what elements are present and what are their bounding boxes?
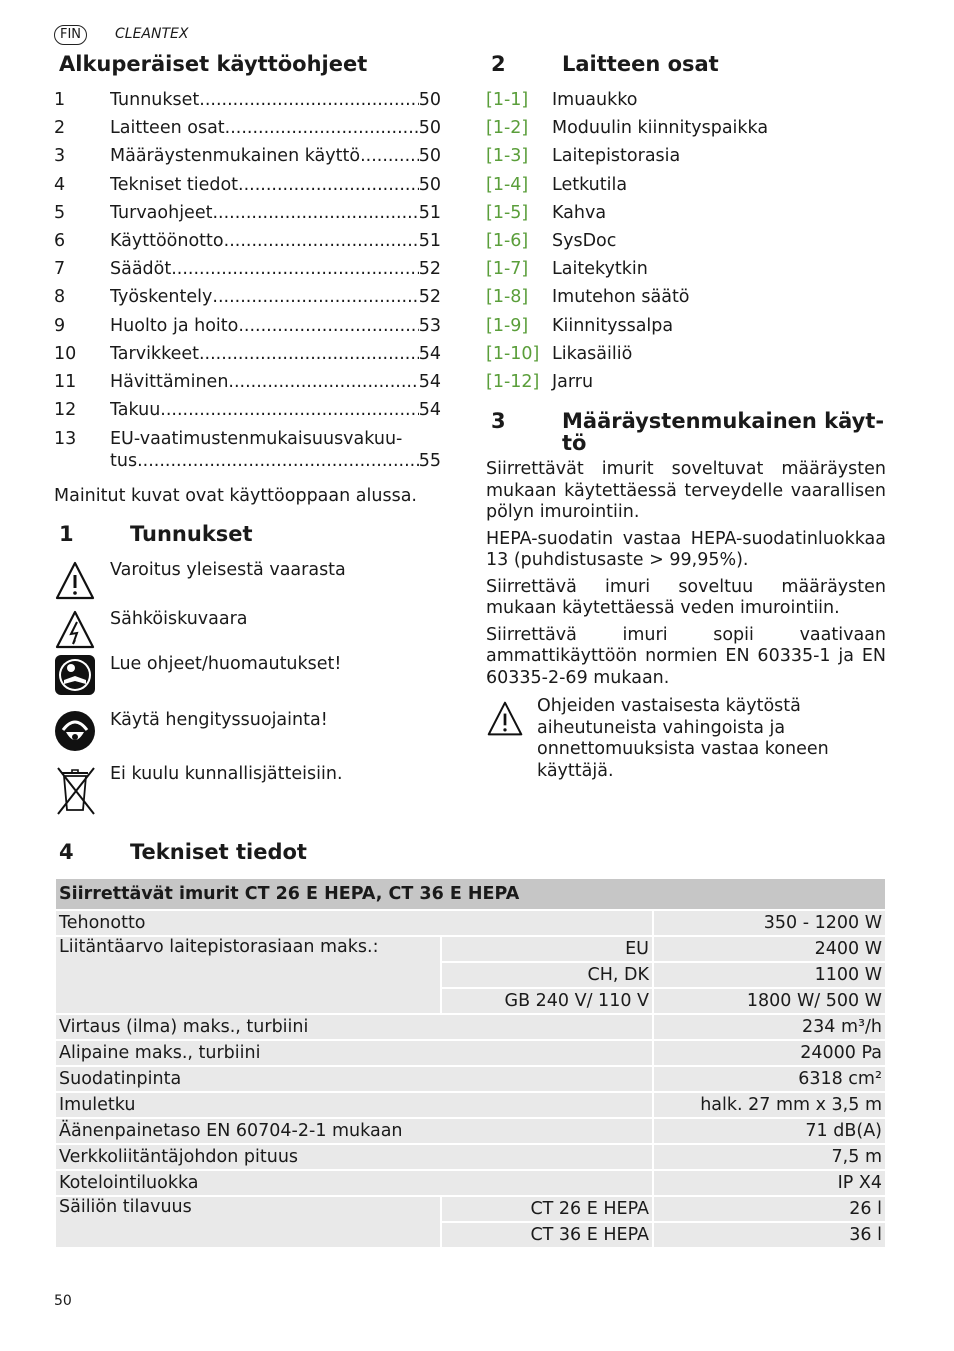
toc-row-title: Huolto ja hoito — [110, 315, 239, 336]
specs-table — [54, 877, 887, 1249]
spec-label: Tehonotto — [55, 910, 653, 936]
spec-label: Liitäntäarvo laitepistorasiaan maks.: — [55, 936, 441, 1014]
part-row — [486, 231, 616, 251]
part-row — [486, 146, 680, 166]
toc-row-title-line2: tus — [110, 451, 138, 471]
section-3-title-line2: tö — [562, 431, 587, 455]
spec-label: Kotelointiluokka — [55, 1170, 653, 1196]
toc-row-page: 52 — [418, 287, 441, 308]
toc-row-num: 13 — [54, 429, 77, 449]
symbol-text: Lue ohjeet/huomautukset! — [110, 654, 342, 674]
toc-row — [54, 372, 441, 400]
part-code: [1-10] — [486, 343, 540, 364]
spec-value: 24000 Pa — [653, 1040, 886, 1066]
section-4-title: Tekniset tiedot — [130, 840, 307, 864]
spec-label: Äänenpainetaso EN 60704-2-1 mukaan — [55, 1118, 653, 1144]
spec-label: Säiliön tilavuus — [55, 1196, 441, 1248]
toc-row — [54, 90, 441, 118]
toc-row-num: 11 — [54, 372, 77, 392]
toc-row-13-cont — [110, 451, 441, 479]
table-row — [55, 1196, 886, 1222]
toc-row-page: 51 — [418, 202, 441, 223]
section-3-heading — [491, 409, 885, 455]
spec-value: 2400 W — [653, 936, 886, 962]
toc-row-title: Tarvikkeet — [110, 343, 199, 364]
toc-title: Alkuperäiset käyttöohjeet — [59, 52, 368, 76]
spec-value: 71 dB(A) — [653, 1118, 886, 1144]
toc-row-title: Hävittäminen — [110, 372, 229, 392]
part-name: Imuaukko — [552, 90, 638, 110]
spec-label: Verkkoliitäntäjohdon pituus — [55, 1144, 653, 1170]
toc-row — [54, 175, 441, 203]
toc-row-title: Laitteen osat — [110, 118, 225, 139]
toc-row-page: 54 — [418, 343, 441, 364]
part-code: [1-2] — [486, 118, 529, 139]
table-row — [55, 936, 886, 962]
spec-value: 7,5 m — [653, 1144, 886, 1170]
section-3-title-line1: Määräystenmukainen käyt- — [562, 409, 885, 433]
toc-row-num: 7 — [54, 259, 66, 280]
paragraph: Siirrettävä imuri soveltuu määräysten mukaan käytettäessä veden imurointiin. — [486, 576, 886, 618]
spec-label: Imuletku — [55, 1092, 653, 1118]
toc-row-num: 5 — [54, 202, 66, 223]
part-name: Laitepistorasia — [552, 146, 681, 167]
table-row — [55, 1066, 886, 1092]
spec-value: 6318 cm² — [653, 1066, 886, 1092]
spec-sub: CT 36 E HEPA — [441, 1222, 653, 1248]
part-code: [1-4] — [486, 174, 529, 195]
warning-text: Ohjeiden vastaisesta käytöstä aiheutuneista vahingoista ja onnettomuuksista vastaa koneen käyttäjä. — [537, 696, 829, 781]
symbol-row — [54, 710, 328, 752]
part-code: [1-7] — [486, 259, 529, 280]
part-name: Letkutila — [552, 174, 628, 195]
section-3-title — [562, 410, 884, 454]
spec-label: Virtaus (ilma) maks., turbiini — [55, 1014, 653, 1040]
toc-row-page: 52 — [418, 259, 441, 280]
toc-row-num: 1 — [54, 90, 66, 110]
toc-row-title: Takuu — [110, 400, 161, 421]
spec-value: 350 - 1200 W — [653, 910, 886, 936]
toc-row-title: Määräystenmukainen käyttö — [110, 146, 361, 167]
part-code: [1-9] — [486, 315, 529, 336]
toc-row-title: Säädöt — [110, 259, 172, 280]
table-row — [55, 1144, 886, 1170]
section-4-heading — [59, 840, 307, 864]
toc-row-title: Tekniset tiedot — [110, 174, 239, 195]
spec-value: 234 m³/h — [653, 1014, 886, 1040]
part-code: [1-6] — [486, 231, 529, 251]
toc-row — [54, 344, 441, 372]
part-code: [1-3] — [486, 146, 529, 167]
part-code: [1-1] — [486, 90, 529, 110]
table-row — [55, 1092, 886, 1118]
toc-row-page: 50 — [418, 146, 441, 167]
toc-row-num: 9 — [54, 315, 66, 336]
part-name: Laitekytkin — [552, 259, 648, 280]
section-1-heading — [59, 522, 253, 546]
toc-row — [54, 118, 441, 146]
symbol-text: Käytä hengityssuojainta! — [110, 710, 328, 730]
toc-row-num: 10 — [54, 343, 77, 364]
toc-row-page: 54 — [418, 372, 441, 392]
toc-row — [54, 146, 441, 174]
paragraph: Siirrettävä imuri sopii vaativaan ammattikäyttöön normien EN 60335-1 ja EN 60335-2-69 mukaan. — [486, 624, 886, 688]
symbol-text: Sähköiskuvaara — [110, 609, 248, 629]
part-name: Moduulin kiinnityspaikka — [552, 118, 769, 139]
part-row — [486, 203, 606, 223]
toc-row-title-line1: EU-vaatimustenmukaisuusvakuu- — [110, 429, 403, 449]
language-badge: FIN — [54, 25, 87, 45]
table-row — [55, 1040, 886, 1066]
warning-triangle-icon — [54, 560, 96, 602]
table-row — [55, 1014, 886, 1040]
toc-row — [54, 231, 441, 259]
symbol-text: Ei kuulu kunnallisjätteisiin. — [110, 764, 343, 784]
spec-sub: CT 26 E HEPA — [441, 1196, 653, 1222]
table-row — [55, 1118, 886, 1144]
toc-row-title: Turvaohjeet — [110, 202, 213, 223]
spec-value: 26 l — [653, 1196, 886, 1222]
symbol-row — [54, 654, 341, 696]
spec-value: halk. 27 mm x 3,5 m — [653, 1092, 886, 1118]
part-row — [486, 90, 637, 110]
table-header: Siirrettävät imurit CT 26 E HEPA, CT 36 E HEPA — [55, 878, 886, 910]
toc-row-page: 51 — [418, 231, 441, 251]
toc-row-num: 12 — [54, 400, 77, 421]
electric-hazard-icon — [54, 609, 96, 651]
section-3-number: 3 — [491, 409, 506, 433]
section-1-title: Tunnukset — [130, 522, 253, 546]
toc-row — [54, 400, 441, 428]
paragraph: Siirrettävät imurit soveltuvat määräysten mukaan käytettäessä terveydelle vaarallisen pölyn imurointiin. — [486, 459, 886, 522]
symbol-row — [54, 764, 343, 816]
spec-value: 1800 W/ 500 W — [653, 988, 886, 1014]
symbol-row — [54, 609, 248, 651]
part-row — [486, 287, 690, 307]
section-3-body — [486, 459, 886, 689]
respirator-mask-icon — [54, 710, 96, 752]
part-row — [486, 316, 673, 336]
part-row — [486, 344, 632, 364]
toc-row-page: 50 — [418, 118, 441, 139]
section-2-title: Laitteen osat — [562, 52, 719, 76]
toc-row-page: 50 — [418, 174, 441, 195]
part-code: [1-8] — [486, 287, 529, 308]
part-name: Kiinnityssalpa — [552, 315, 674, 336]
spec-value: IP X4 — [653, 1170, 886, 1196]
toc-row-page: 53 — [418, 315, 441, 336]
spec-value: 1100 W — [653, 962, 886, 988]
spec-sub: EU — [441, 936, 653, 962]
toc-row-title: Käyttöönotto — [110, 231, 224, 251]
part-row — [486, 259, 648, 279]
part-name: Likasäiliö — [552, 343, 633, 364]
paragraph: HEPA-suodatin vastaa HEPA-suodatinluokkaa 13 (puhdistusaste > 99,95%). — [486, 528, 886, 570]
spec-label: Suodatinpinta — [55, 1066, 653, 1092]
toc-row-title: Työskentely — [110, 287, 213, 308]
toc-row — [54, 316, 441, 344]
part-code: [1-5] — [486, 202, 529, 223]
toc-row — [54, 203, 441, 231]
figure-note: Mainitut kuvat ovat käyttöoppaan alussa. — [54, 486, 417, 506]
section-4-number: 4 — [59, 840, 74, 864]
toc-row-page: 55 — [418, 451, 441, 471]
toc-row-num: 2 — [54, 118, 66, 139]
section-2-number: 2 — [491, 52, 506, 76]
table-row — [55, 1170, 886, 1196]
toc-row-num: 8 — [54, 287, 66, 308]
page-number: 50 — [54, 1293, 72, 1309]
spec-label: Alipaine maks., turbiini — [55, 1040, 653, 1066]
part-name: Imutehon säätö — [552, 287, 690, 308]
part-code: [1-12] — [486, 372, 540, 392]
part-name: Kahva — [552, 202, 607, 223]
part-name: Jarru — [552, 372, 594, 392]
spec-sub: GB 240 V/ 110 V — [441, 988, 653, 1014]
product-brand: CLEANTEX — [115, 26, 189, 42]
warning-triangle-icon — [486, 700, 524, 738]
part-row — [486, 175, 627, 195]
toc-row-page: 54 — [418, 400, 441, 421]
part-name: SysDoc — [552, 231, 617, 251]
toc-row-title: Tunnukset — [110, 90, 200, 110]
section-2-heading — [491, 52, 719, 76]
toc-row — [54, 259, 441, 287]
toc-row-num: 6 — [54, 231, 66, 251]
crossed-bin-icon — [54, 764, 96, 816]
part-row — [486, 118, 768, 138]
toc-row-num: 3 — [54, 146, 66, 167]
read-manual-icon — [54, 654, 96, 696]
spec-value: 36 l — [653, 1222, 886, 1248]
symbol-text: Varoitus yleisestä vaarasta — [110, 560, 346, 580]
symbol-row — [54, 560, 346, 602]
table-row — [55, 910, 886, 936]
toc-row-page: 50 — [418, 90, 441, 110]
section-1-number: 1 — [59, 522, 74, 546]
part-row — [486, 372, 593, 392]
spec-sub: CH, DK — [441, 962, 653, 988]
toc-row-num: 4 — [54, 174, 66, 195]
toc-row — [54, 287, 441, 315]
